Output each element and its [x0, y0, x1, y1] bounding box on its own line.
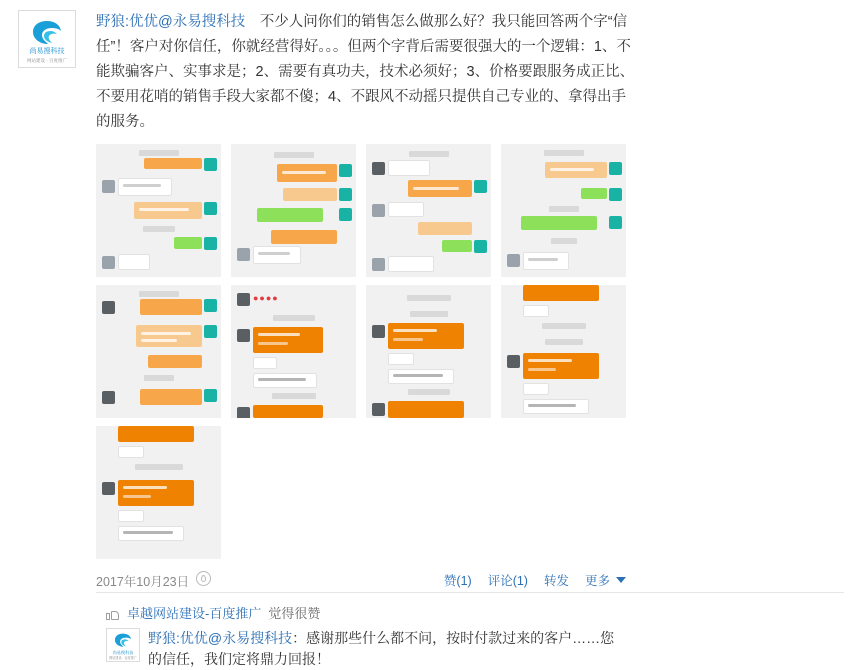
- chat-screenshot: [501, 285, 626, 418]
- more-button[interactable]: 更多: [584, 574, 610, 588]
- comment-item: [106, 628, 846, 670]
- share-button[interactable]: 转发: [543, 574, 569, 588]
- post-image-thumbnail[interactable]: [366, 144, 491, 277]
- post-image-thumbnail[interactable]: [231, 285, 356, 418]
- avatar[interactable]: [18, 10, 76, 68]
- post-meta-row: [96, 570, 626, 592]
- chat-screenshot: [366, 144, 491, 277]
- post-body: 不少人问你们的销售怎么做那么好？我只能回答两个字“信任”！客户对你信任，你就经营得好。。。但两个字背后需要很强大的一个逻辑：1、不能欺骗客户、实事求是；2、需要有真功夫，技术必须好；3、价格要跟服务成正比、不要用花哨的销售手段大家都不傻；4、不跟风不动摇只提供自己专业的、拿得出手的服务。: [96, 14, 635, 130]
- post-image-thumbnail[interactable]: [96, 426, 221, 559]
- post-image-thumbnail[interactable]: [501, 144, 626, 277]
- chat-screenshot: [96, 426, 221, 559]
- comment-author-link[interactable]: 野狼:优优@永易搜科技: [148, 630, 293, 646]
- chat-screenshot: [231, 144, 356, 277]
- thumbs-up-icon: [106, 606, 120, 620]
- post-image-thumbnail[interactable]: [501, 285, 626, 418]
- comment-text: ：感谢那些什么都不问，按时付款过来的客户……您的信任，我们定将鼎力回报！: [148, 630, 615, 667]
- chat-screenshot: [501, 144, 626, 277]
- company-logo-icon: [32, 20, 62, 46]
- author-avatar-column: [18, 10, 80, 68]
- comment-body: [148, 628, 618, 670]
- divider: [96, 592, 844, 593]
- comment-avatar[interactable]: [106, 628, 140, 662]
- location-icon[interactable]: [196, 571, 211, 586]
- post-image-thumbnail[interactable]: [96, 144, 221, 277]
- post-container: [96, 10, 844, 592]
- like-summary-row: [106, 603, 320, 622]
- post-author-link[interactable]: 野狼:优优@永易搜科技: [96, 14, 246, 30]
- post-date: 2017年10月23日: [96, 575, 190, 589]
- post-image-thumbnail[interactable]: [96, 285, 221, 418]
- chat-screenshot: [366, 285, 491, 418]
- post-image-thumbnail[interactable]: [366, 285, 491, 418]
- image-grid: [96, 144, 636, 559]
- chat-screenshot: [96, 285, 221, 418]
- like-button[interactable]: 赞(1): [443, 574, 472, 588]
- comment-avatar-sub: 网站建设 · 百度推广: [108, 656, 138, 660]
- avatar-brand-text: 尚易搜科技: [29, 48, 65, 55]
- comment-button[interactable]: 评论(1): [487, 574, 528, 588]
- company-logo-icon: [114, 633, 132, 648]
- post-text: [96, 10, 636, 135]
- avatar-brand-sub: 网站建设 · 百度推广: [26, 58, 67, 64]
- comment-avatar-brand: 尚易搜科技: [112, 650, 134, 655]
- liker-name-link[interactable]: 卓越网站建设-百度推广: [127, 606, 262, 621]
- post-image-thumbnail[interactable]: [231, 144, 356, 277]
- chat-screenshot: ●●●●: [231, 285, 356, 418]
- chevron-down-icon[interactable]: [616, 577, 626, 583]
- post-actions: [444, 571, 626, 589]
- chat-screenshot: [96, 144, 221, 277]
- like-suffix-text: 觉得很赞: [268, 606, 321, 621]
